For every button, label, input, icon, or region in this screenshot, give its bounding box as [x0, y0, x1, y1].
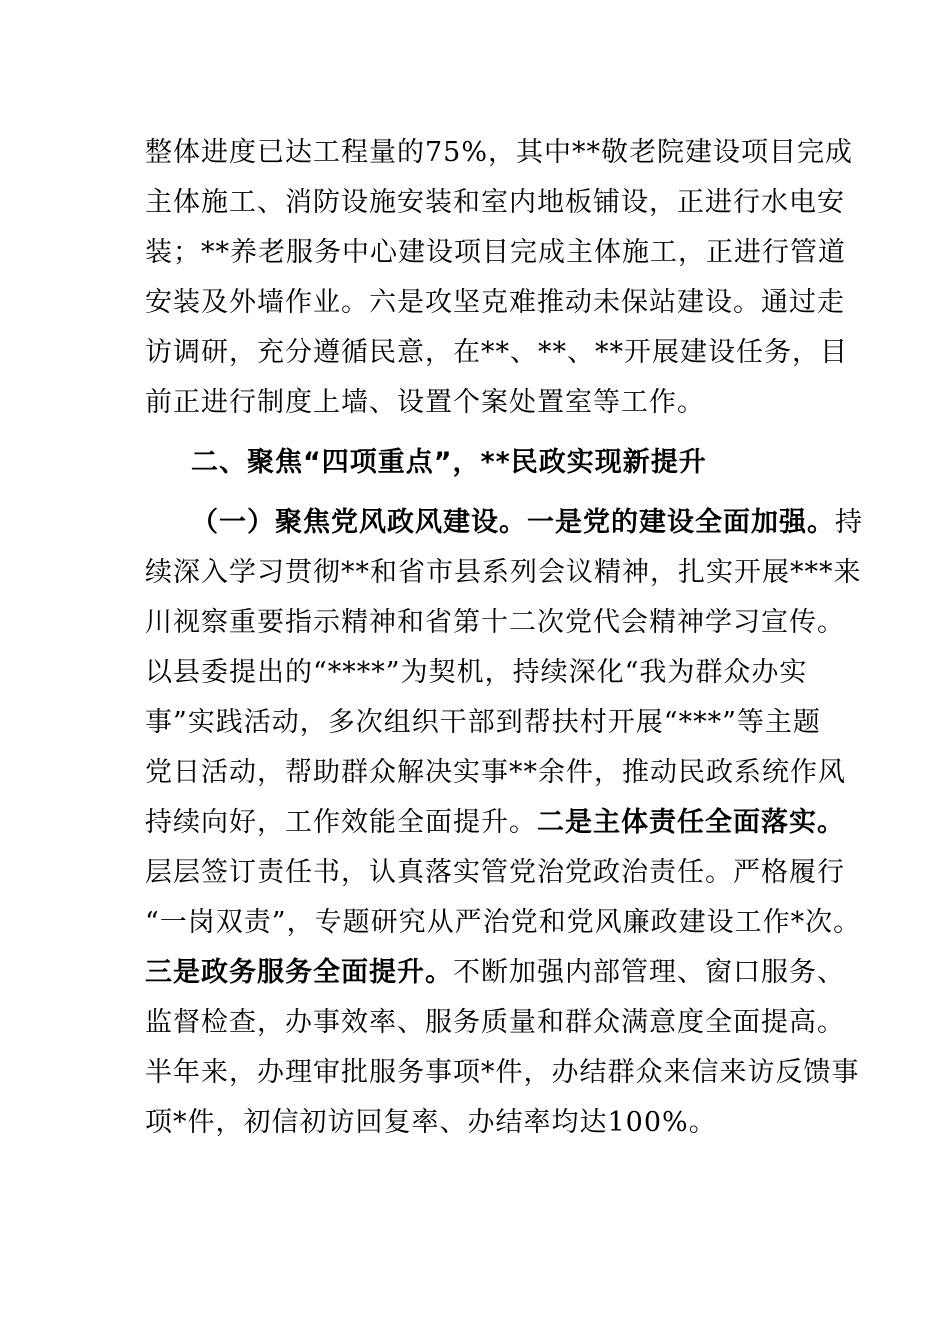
- emphasis-text: 三是政务服务全面提升。: [145, 957, 453, 988]
- text-line: 以县委提出的“****”为契机，持续深化“我为群众办实: [145, 657, 808, 688]
- text-line: 半年来，办理审批服务事项*件，办结群众来信来访反馈事: [145, 1057, 860, 1088]
- text-line: 前正进行制度上墙、设置个案处置室等工作。: [145, 387, 705, 418]
- text-line: 川视察重要指示精神和省第十二次党代会精神学习宣传。: [145, 607, 845, 638]
- text-line: 整体进度已达工程量的75%，其中**敬老院建设项目完成: [145, 137, 854, 168]
- text-line: [145, 798, 845, 848]
- text-line: [145, 498, 863, 548]
- text-line: “一岗双责”，专题研究从严治党和党风廉政建设工作*次。: [145, 907, 862, 938]
- text-line: 项*件，初信初访回复率、办结率均达100%。: [145, 1107, 717, 1138]
- text-line: [145, 948, 845, 998]
- text-line: 事”实践活动，多次组织干部到帮扶村开展“***”等主题: [145, 707, 821, 738]
- spacer: [145, 428, 825, 438]
- emphasis-text: 二是主体责任全面落实。: [537, 807, 845, 838]
- text-line: 监督检查，办事效率、服务质量和群众满意度全面提高。: [145, 1007, 845, 1038]
- text-line: 党日活动，帮助群众解决实事**余件，推动民政系统作风: [145, 757, 846, 788]
- text-fragment: 持: [835, 507, 863, 538]
- text-line: 续深入学习贯彻**和省市县系列会议精神，扎实开展***来: [145, 557, 862, 588]
- text-line: 装；**养老服务中心建设项目完成主体施工，正进行管道: [145, 237, 846, 268]
- paragraph-progress: [145, 128, 854, 428]
- text-line: 访调研，充分遵循民意，在**、**、**开展建设任务，目: [145, 337, 848, 368]
- subsection-heading: （一）聚焦党风政风建设。一是党的建设全面加强。: [191, 507, 835, 538]
- paragraph-party-building: [145, 498, 863, 1148]
- spacer: [145, 488, 825, 498]
- text-fragment: 不断加强内部管理、窗口服务、: [453, 957, 845, 988]
- text-line: 层层签订责任书，认真落实管党治党政治责任。严格履行: [145, 857, 845, 888]
- text-fragment: 持续向好，工作效能全面提升。: [145, 807, 537, 838]
- text-line: 主体施工、消防设施安装和室内地板铺设，正进行水电安: [145, 187, 845, 218]
- section-heading: 二、聚焦“四项重点”，**民政实现新提升: [191, 447, 707, 478]
- text-line: 安装及外墙作业。六是攻坚克难推动未保站建设。通过走: [145, 287, 845, 318]
- document-page: [145, 128, 863, 1148]
